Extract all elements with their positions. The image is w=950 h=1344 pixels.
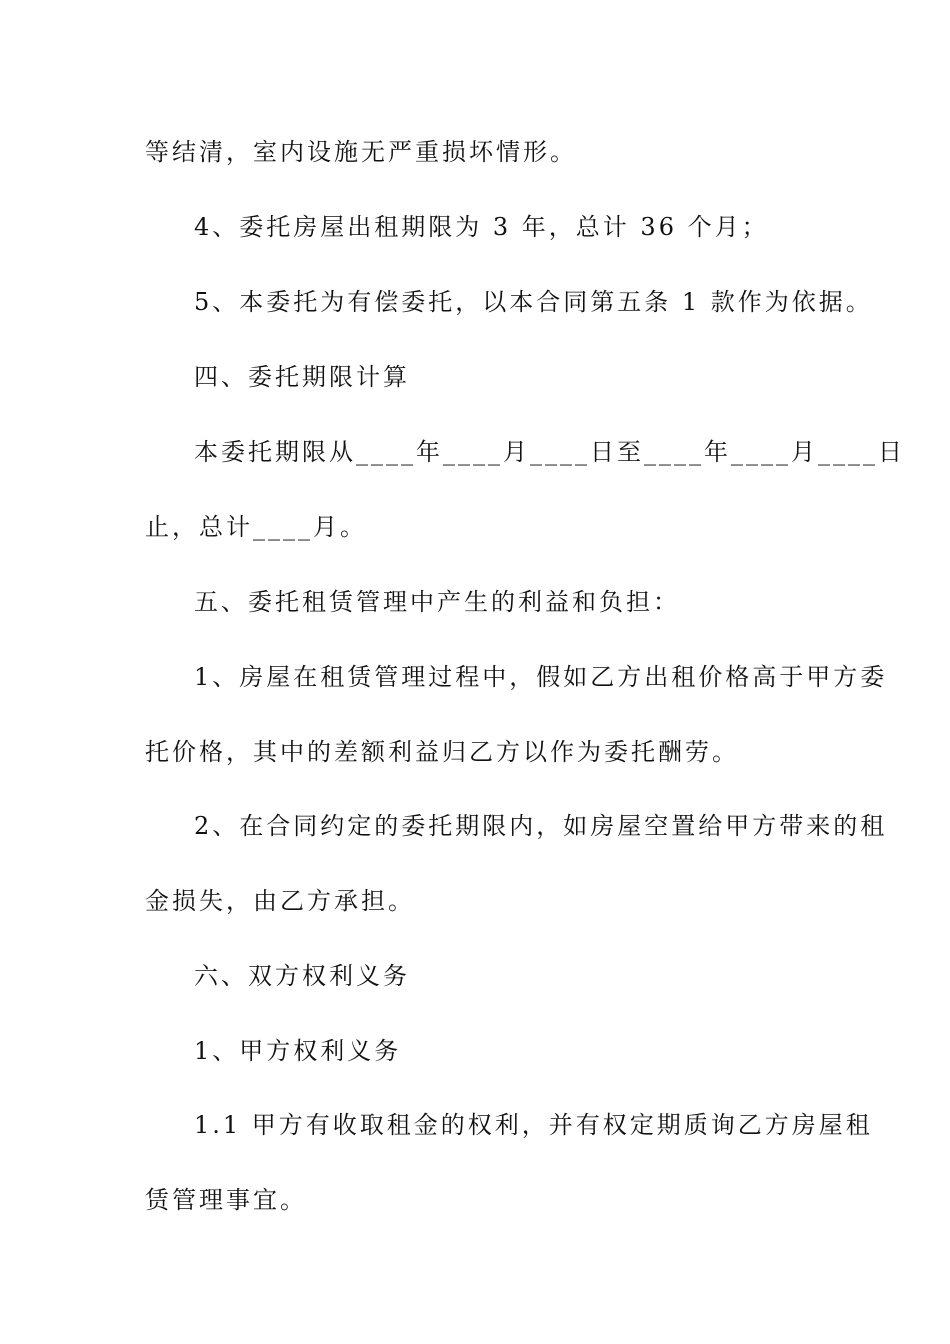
text-line-term-total: 止，总计____月。: [145, 513, 367, 541]
text-line-item-2: 2、在合同约定的委托期限内，如房屋空置给甲方带来的租: [194, 812, 888, 840]
text-line-clause-4: 4、委托房屋出租期限为 3 年，总计 36 个月；: [194, 213, 769, 241]
text-line-item-1: 1、房屋在租赁管理过程中，假如乙方出租价格高于甲方委: [194, 663, 888, 691]
text-line-item-1-1-cont: 赁管理事宜。: [145, 1186, 307, 1214]
section-heading-4: 四、委托期限计算: [194, 363, 410, 391]
text-line-term-period: 本委托期限从____年____月____日至____年____月____日: [194, 438, 905, 466]
text-line-item-2-cont: 金损失，由乙方承担。: [145, 887, 415, 915]
section-heading-6: 六、双方权利义务: [194, 962, 410, 990]
text-line-item-1-cont: 托价格，其中的差额利益归乙方以作为委托酬劳。: [145, 738, 739, 766]
section-heading-5: 五、委托租赁管理中产生的利益和负担：: [194, 588, 680, 616]
text-line-item-1-1: 1.1 甲方有收取租金的权利，并有权定期质询乙方房屋租: [194, 1111, 873, 1139]
text-line-clause-5: 5、本委托为有偿委托，以本合同第五条 1 款作为依据。: [194, 288, 873, 316]
subsection-heading-party-a: 1、甲方权利义务: [194, 1037, 402, 1065]
text-line-continuation: 等结清，室内设施无严重损坏情形。: [145, 138, 577, 166]
